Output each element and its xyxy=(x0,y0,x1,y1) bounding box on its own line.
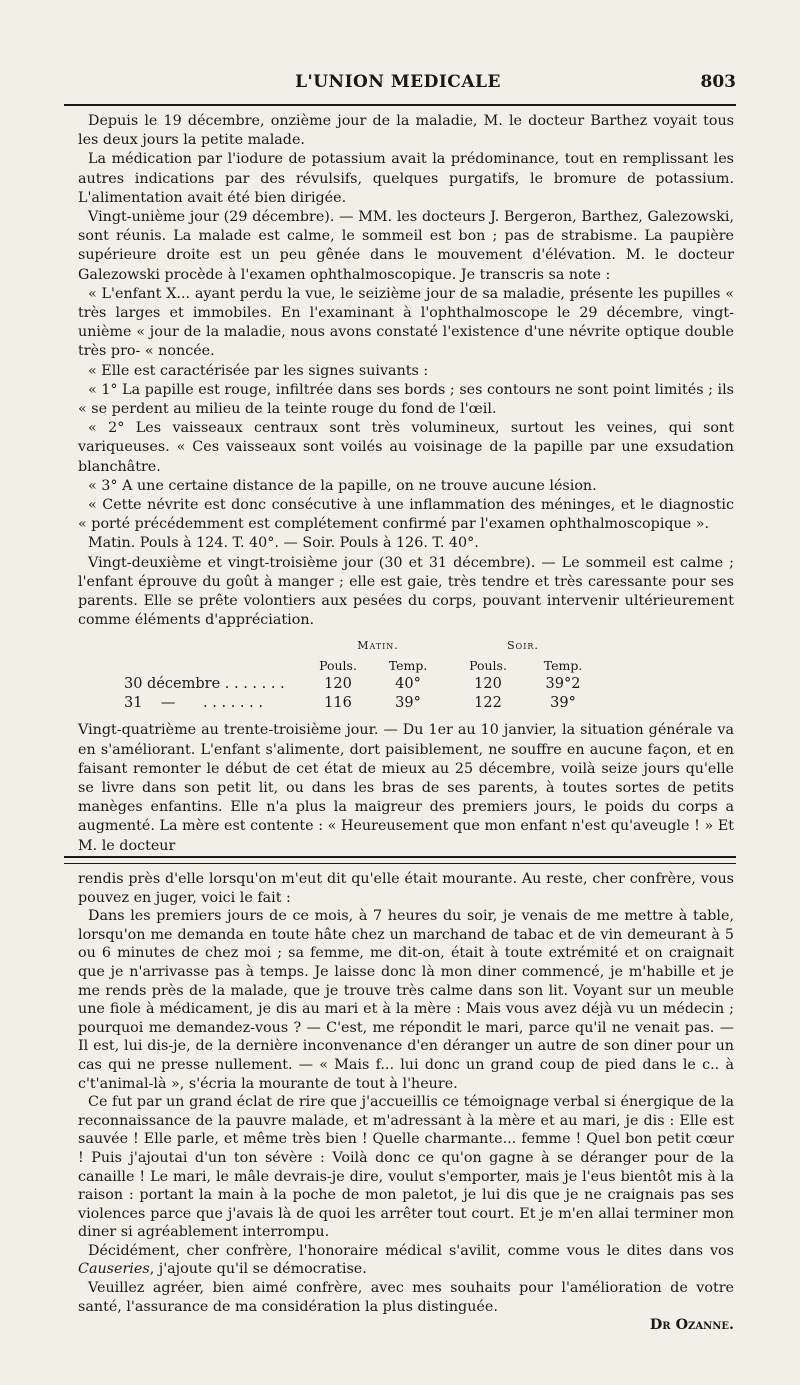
text-run: Décidément, cher confrère, l'honoraire médical s'avilit, comme vous le dites dans vos xyxy=(88,1242,734,1259)
signature: Dr Ozanne. xyxy=(649,1317,734,1334)
text-run: , j'ajoute qu'il se démocratise. xyxy=(149,1261,367,1278)
table-row xyxy=(78,675,734,694)
paragraph: Veuillez agréer, bien aimé confrère, avec mes souhaits pour l'amélioration de votre santé, l'assurance de ma considération la plus distinguée. xyxy=(78,1280,734,1315)
table-subheader-row xyxy=(78,656,734,675)
cell: 39°2 xyxy=(545,675,581,692)
header-pouls: Pouls. xyxy=(319,657,357,673)
quoted-note: « L'enfant X... ayant perdu la vue, le seizième jour de sa maladie, présente les pupilles « très larges et immobiles. En l'examinant à l'ophthalmoscope le 29 décembre, vingt-unième « jour de la maladie, nous avons constaté l'existence d'une névrite optique double très pro- « noncée. xyxy=(78,285,734,360)
quoted-note: « 3° A une certaine distance de la papille, on ne trouve aucune lésion. xyxy=(88,477,597,494)
row-label: 31 — . . . . . . . xyxy=(124,695,263,712)
header-matin: Matin. xyxy=(357,639,399,653)
paragraph: Dans les premiers jours de ce mois, à 7 heures du soir, je venais de me mettre à table, lorsqu'on me demanda en toute hâte chez un marchand de tabac et de vin demeurant à 5 ou 6 minutes de chez moi ; sa femme, me dit-on, était à toute extrémité et on craignait que je n'arrivasse pas à temps. Je laisse donc là mon diner commencé, je m'habille et je me rends près de la malade, que je trouve très calme dans son lit. Voyant sur un meuble une fiole à médicament, je dis au mari et à la mère : Mais vous avez déjà vu un médecin ; pourquoi me demandez-vous ? — C'est, me répondit le mari, parce qu'il ne venait pas. — Il est, lui dis-je, de la dernière inconvenance d'en déranger un autre de son diner pour un cas qui ne presse nullement. — « Mais f... lui donc un grand coup de pied dans le c.. à c't'animal-là », s'écria la mourante de tout à l'heure. xyxy=(78,908,734,1092)
page-header xyxy=(60,68,736,98)
cell: 39° xyxy=(395,695,421,712)
italic-title: Causeries xyxy=(78,1261,150,1278)
feuilleton xyxy=(78,870,734,1335)
quoted-note: « Cette névrite est donc consécutive à une inflammation des méninges, et le diagnostic « porté précédemment est complétement confirmé par l'examen ophthalmoscopique ». xyxy=(78,497,734,533)
cell: 40° xyxy=(395,675,421,692)
cell: 116 xyxy=(324,695,352,712)
cell: 39° xyxy=(550,695,576,712)
signature-line xyxy=(78,1316,734,1335)
header-temp: Temp. xyxy=(543,657,583,673)
cell: 122 xyxy=(474,695,502,712)
table-header-row xyxy=(78,636,734,655)
header-rule xyxy=(64,104,736,106)
cell: 120 xyxy=(474,675,502,692)
quoted-note: « 1° La papille est rouge, infiltrée dans ses bords ; ses contours ne sont point limités ; ils « se perdent au milieu de la teinte rouge du fond de l'œil. xyxy=(78,381,734,418)
paragraph: Vingt-deuxième et vingt-troisième jour (30 et 31 décembre). — Le sommeil est calme ; l'enfant éprouve du goût à manger ; elle est gaie, très tendre et très caressante pour ses parents. Elle se prête volontiers aux pesées du corps, pouvant intervenir ultérieurement comme éléments d'appréciation. xyxy=(78,554,734,629)
paragraph xyxy=(78,1242,734,1279)
row-label: 30 décembre . . . . . . . xyxy=(124,675,285,692)
paragraph: Vingt-unième jour (29 décembre). — MM. les docteurs J. Bergeron, Barthez, Galezowski, sont réunis. La malade est calme, le sommeil est bon ; pas de strabisme. La paupière supérieure droite est un peu gênée dans le mouvement d'élévation. M. le docteur Galezowski procède à l'examen ophthalmoscopique. Je transcris sa note : xyxy=(78,209,734,283)
header-soir: Soir. xyxy=(507,639,539,653)
page-number: 803 xyxy=(700,72,736,92)
running-title: L'UNION MEDICALE xyxy=(295,72,501,92)
header-pouls: Pouls. xyxy=(469,657,507,673)
paragraph: La médication par l'iodure de potassium avait la prédominance, tout en remplissant les autres indications par des révulsifs, quelques purgatifs, le bromure de potassium. L'alimentation avait été bien dirigée. xyxy=(78,151,734,206)
main-article xyxy=(78,112,734,856)
paragraph: Matin. Pouls à 124. T. 40°. — Soir. Pouls à 126. T. 40°. xyxy=(88,535,479,552)
paragraph: Vingt-quatrième au trente-troisième jour. — Du 1er au 10 janvier, la situation générale va en s'améliorant. L'enfant s'alimente, dort paisiblement, ne souffre en aucune façon, et en faisant remonter le début de cet état de mieux au 25 décembre, voilà seize jours qu'elle se livre dans son petit lit, ou dans les bras de ses parents, à toutes sortes de petits manèges enfantins. Elle n'a plus la maigreur des premiers jours, le poids du corps a augmenté. La mère est contente : « Heureusement que mon enfant n'est qu'aveugle ! » Et M. le docteur xyxy=(78,722,734,854)
vitals-table xyxy=(78,636,734,713)
paragraph: Depuis le 19 décembre, onzième jour de la maladie, M. le docteur Barthez voyait tous les deux jours la petite malade. xyxy=(78,113,734,149)
quoted-note: « Elle est caractérisée par les signes suivants : xyxy=(88,362,429,379)
paragraph: Ce fut par un grand éclat de rire que j'accueillis ce témoignage verbal si énergique de la reconnaissance de la pauvre malade, et m'adressant à la mère et au mari, je dis : Elle est sauvée ! Elle parle, et même très bien ! Quelle charmante... femme ! Quel bon petit cœur ! Puis j'ajoutai d'un ton sévère : Voilà donc ce qu'on gagne à se déranger pour de la canaille ! Le mari, le mâle devrais-je dire, voulut s'emporter, mais je l'eus bientôt mis à la raison : portant la main à la poche de mon paletot, je lui dis que je ne craignais pas ses violences parce que j'avais là de quoi les arrêter tout court. Et je m'en allai terminer mon diner si agréablement interrompu. xyxy=(78,1094,734,1241)
feuilleton-divider xyxy=(64,856,736,864)
header-temp: Temp. xyxy=(388,657,428,673)
cell: 120 xyxy=(324,675,352,692)
quoted-note: « 2° Les vaisseaux centraux sont très volumineux, surtout les veines, qui sont variqueuses. « Ces vaisseaux sont voilés au voisinage de la papille par une exsudation blanchâtre. xyxy=(78,420,734,475)
table-row xyxy=(78,694,734,713)
paragraph: rendis près d'elle lorsqu'on m'eut dit qu'elle était mourante. Au reste, cher confrère, vous pouvez en juger, voici le fait : xyxy=(78,871,734,906)
